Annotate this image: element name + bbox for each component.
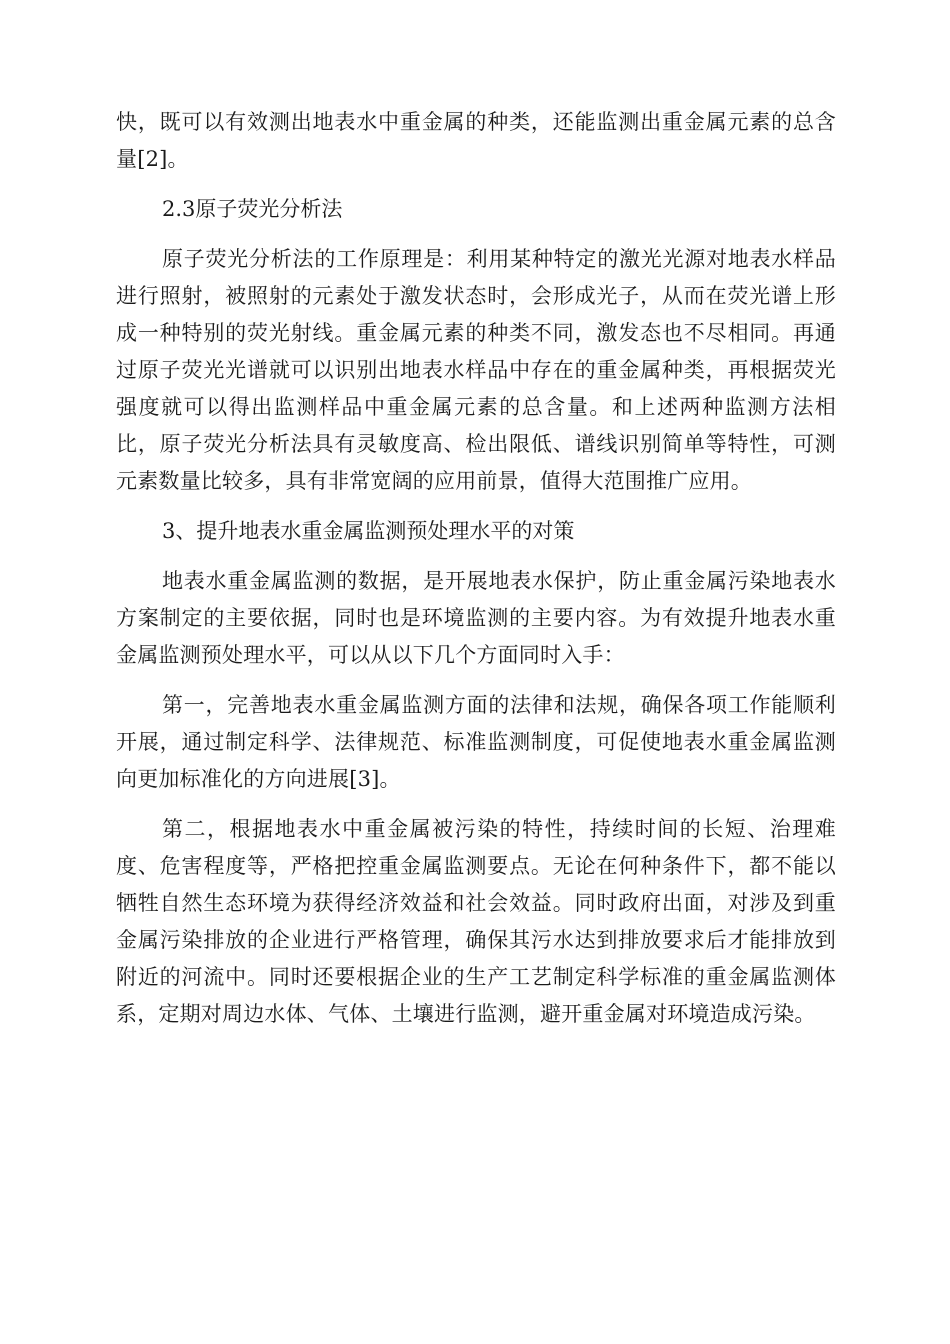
paragraph-monitoring-data: 地表水重金属监测的数据，是开展地表水保护，防止重金属污染地表水方案制定的主要依据，同时也是环境监测的主要内容。为有效提升地表水重金属监测预处理水平，可以从以下几个方面同时入手：: [116, 569, 836, 667]
paragraph-second-measure: 第二，根据地表水中重金属被污染的特性，持续时间的长短、治理难度、危害程度等，严格把控重金属监测要点。无论在何种条件下，都不能以牺牲自然生态环境为获得经济效益和社会效益。同时政府出面，对涉及到重金属污染排放的企业进行严格管理，确保其污水达到排放要求后才能排放到附近的河流中。同时还要根据企业的生产工艺制定科学标准的重金属监测体系，定期对周边水体、气体、土壤进行监测，避开重金属对环境造成污染。: [116, 817, 836, 1026]
section-heading-2-3: 2.3原子荧光分析法: [162, 197, 343, 221]
document-page: [116, 104, 836, 1033]
paragraph-afs-principle: 原子荧光分析法的工作原理是：利用某种特定的激光光源对地表水样品进行照射，被照射的元素处于激发状态时，会形成光子，从而在荧光谱上形成一种特别的荧光射线。重金属元素的种类不同，激发态也不尽相同。再通过原子荧光光谱就可以识别出地表水样品中存在的重金属种类，再根据荧光强度就可以得出监测样品中重金属元素的总含量。和上述两种监测方法相比，原子荧光分析法具有灵敏度高、检出限低、谱线识别简单等特性，可测元素数量比较多，具有非常宽阔的应用前景，值得大范围推广应用。: [116, 247, 836, 493]
section-heading-3: 3、提升地表水重金属监测预处理水平的对策: [162, 519, 575, 543]
paragraph-continuation: 快，既可以有效测出地表水中重金属的种类，还能监测出重金属元素的总含量[2]。: [116, 110, 836, 171]
paragraph-first-measure: 第一，完善地表水重金属监测方面的法律和法规，确保各项工作能顺利开展，通过制定科学、法律规范、标准监测制度，可促使地表水重金属监测向更加标准化的方向进展[3]。: [116, 693, 836, 791]
